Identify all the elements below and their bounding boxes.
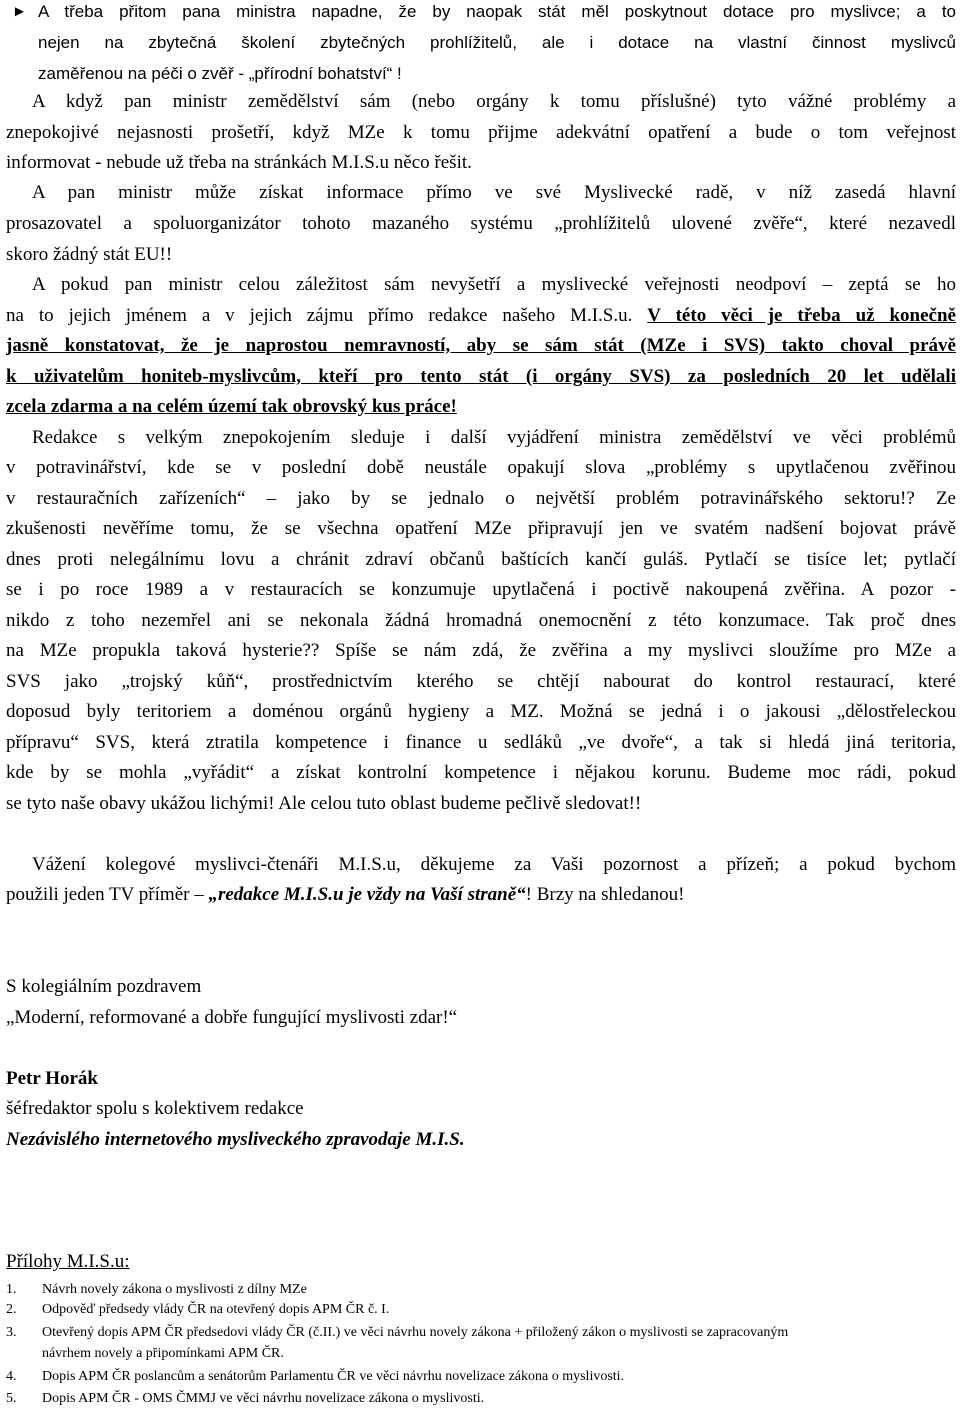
p5-line-13: se tyto naše obavy ukážou lichými! Ale celou tuto oblast budeme pečlivě sledovat!! [6, 793, 642, 814]
signature-publication: Nezávislého internetového mysliveckého zpravodaje M.I.S. [6, 1129, 465, 1150]
p5-line-12: kde by se mohla „vyřádit“ a získat kontrolní kompetence i nějakou korunu. Budeme moc rádi, pokud [6, 762, 956, 783]
p3-line-3: skoro žádný stát EU!! [6, 244, 173, 265]
signature-name: Petr Horák [6, 1068, 98, 1089]
p3-line-1: A pan ministr může získat informace přímo ve své Myslivecké radě, v níž zasedá hlavní [32, 182, 956, 203]
signature-role: šéfredaktor spolu s kolektivem redakce [6, 1098, 304, 1119]
p5-line-7: nikdo z toho nezemřel ani se nekonala žádná hromadná onemocnění z této konzumace. Tak proč dnes [6, 610, 956, 631]
p5-line-9: SVS jako „trojský kůň“, prostřednictvím kterého se chtějí nabourat do kontrol restaurací, které [6, 671, 956, 692]
attachment-item: 1. Návrh novely zákona o myslivosti z dílny MZe [6, 1282, 307, 1297]
p3-line-2: prosazovatel a spoluorganizátor tohoto mazaného systému „prohlížitelů ulovené zvěře“, které nezavedl [6, 213, 956, 234]
p4-line-1: A pokud pan ministr celou záležitost sám nevyšetří a myslivecké veřejnosti neodpoví – zeptá se ho [32, 274, 956, 295]
p4-bold-line-2: k uživatelům honiteb-myslivcům, kteří pro tento stát (i orgány SVS) za posledních 20 let udělali [6, 366, 956, 387]
p1-line-2: nejen na zbytečná školení zbytečných prohlížitelů, ale i dotace na vlastní činnost myslivců [38, 33, 956, 52]
p5-line-10: doposud byly teritoriem a doménou orgánů hygieny a MZ. Možná se jedná i o jakousi „dělostřeleckou [6, 701, 956, 722]
p2-line-3: informovat - nebude už třeba na stránkách M.I.S.u něco řešit. [6, 152, 472, 173]
closing-greeting: S kolegiálním pozdravem [6, 976, 202, 997]
p5-line-4: zkušenosti nevěříme tomu, že se všechna opatření MZe připravují jen ve svatém nadšení bojovat právě [6, 518, 956, 539]
p1-line-1: ► A třeba přitom pana ministra napadne, že by naopak stát měl poskytnout dotace pro myslivce; a to [6, 0, 956, 24]
p5-line-2: v potravinářství, kde se v poslední době neustále opakují slova „problémy s upytlačenou zvěřinou [6, 457, 956, 478]
p5-line-1: Redakce s velkým znepokojením sleduje i další vyjádření ministra zemědělství ve věci problémů [32, 427, 956, 448]
p5-line-11: přípravu“ SVS, která ztratila kompetence i finance u sedláků „ve dvoře“, a tak si hledá jiná teritoria, [6, 732, 956, 753]
closing-slogan: „Moderní, reformované a dobře fungující myslivosti zdar!“ [6, 1007, 458, 1028]
p4-line-2: na to jejich jménem a v jejich zájmu přímo redakce našeho M.I.S.u. V této věci je třeba už konečně [6, 305, 956, 326]
attachment-item: 5. Dopis APM ČR - OMS ČMMJ ve věci návrhu novelizace zákona o myslivosti. [6, 1391, 485, 1406]
attachment-item: 4. Dopis APM ČR poslancům a senátorům Parlamentu ČR ve věci návrhu novelizace zákona o myslivosti. [6, 1369, 625, 1384]
attachment-item: 2. Odpověď předsedy vlády ČR na otevřený dopis APM ČR č. I. [6, 1302, 390, 1317]
attachment-item: 3. Otevřený dopis APM ČR předsedovi vlády ČR (č.II.) ve věci návrhu novely zákona + přiložený zákon o myslivosti se zapracovaným [6, 1325, 789, 1340]
attachments-heading: Přílohy M.I.S.u: [6, 1251, 130, 1272]
p4-bold-line-1: jasně konstatovat, že je naprostou nemravností, aby se sám stát (MZe i SVS) takto choval právě [6, 335, 956, 356]
p6-line-2: použili jeden TV příměr – „redakce M.I.S.u je vždy na Vaší straně“! Brzy na shledanou! [6, 884, 685, 905]
triangle-right-icon: ► [12, 3, 27, 20]
p4-bold-line-3: zcela zdarma a na celém území tak obrovský kus práce! [6, 396, 457, 417]
p2-line-1: A když pan ministr zemědělství sám (nebo orgány k tomu příslušné) tyto vážné problémy a [32, 91, 956, 112]
p5-line-3: v restauračních zařízeních“ – jako by se jednalo o největší problém potravinářského sektoru!? Ze [6, 488, 956, 509]
p5-line-6: se i po roce 1989 a v restauracích se konzumuje upytlačená i poctivě nakoupená zvěřina. A pozor - [6, 579, 956, 600]
p5-line-8: na MZe propukla taková hysterie?? Spíše se nám zdá, že zvěřina a my myslivci sloužíme pro MZe a [6, 640, 956, 661]
p5-line-5: dnes proti nelegálnímu lovu a chránit zdraví občanů baštících kančí guláš. Pytlačí se tisíce let; pytlačí [6, 549, 956, 570]
attachment-item-continuation: návrhem novely a připomínkami APM ČR. [42, 1346, 284, 1361]
p1-line-3: zaměřenou na péči o zvěř - „přírodní bohatství“ ! [38, 64, 402, 83]
p6-line-1: Vážení kolegové myslivci-čtenáři M.I.S.u, děkujeme za Vaši pozornost a přízeň; a pokud bychom [32, 854, 956, 875]
p2-line-2: znepokojivé nejasnosti prošetří, když MZe k tomu přijme adekvátní opatření a bude o tom veřejnost [6, 122, 956, 143]
